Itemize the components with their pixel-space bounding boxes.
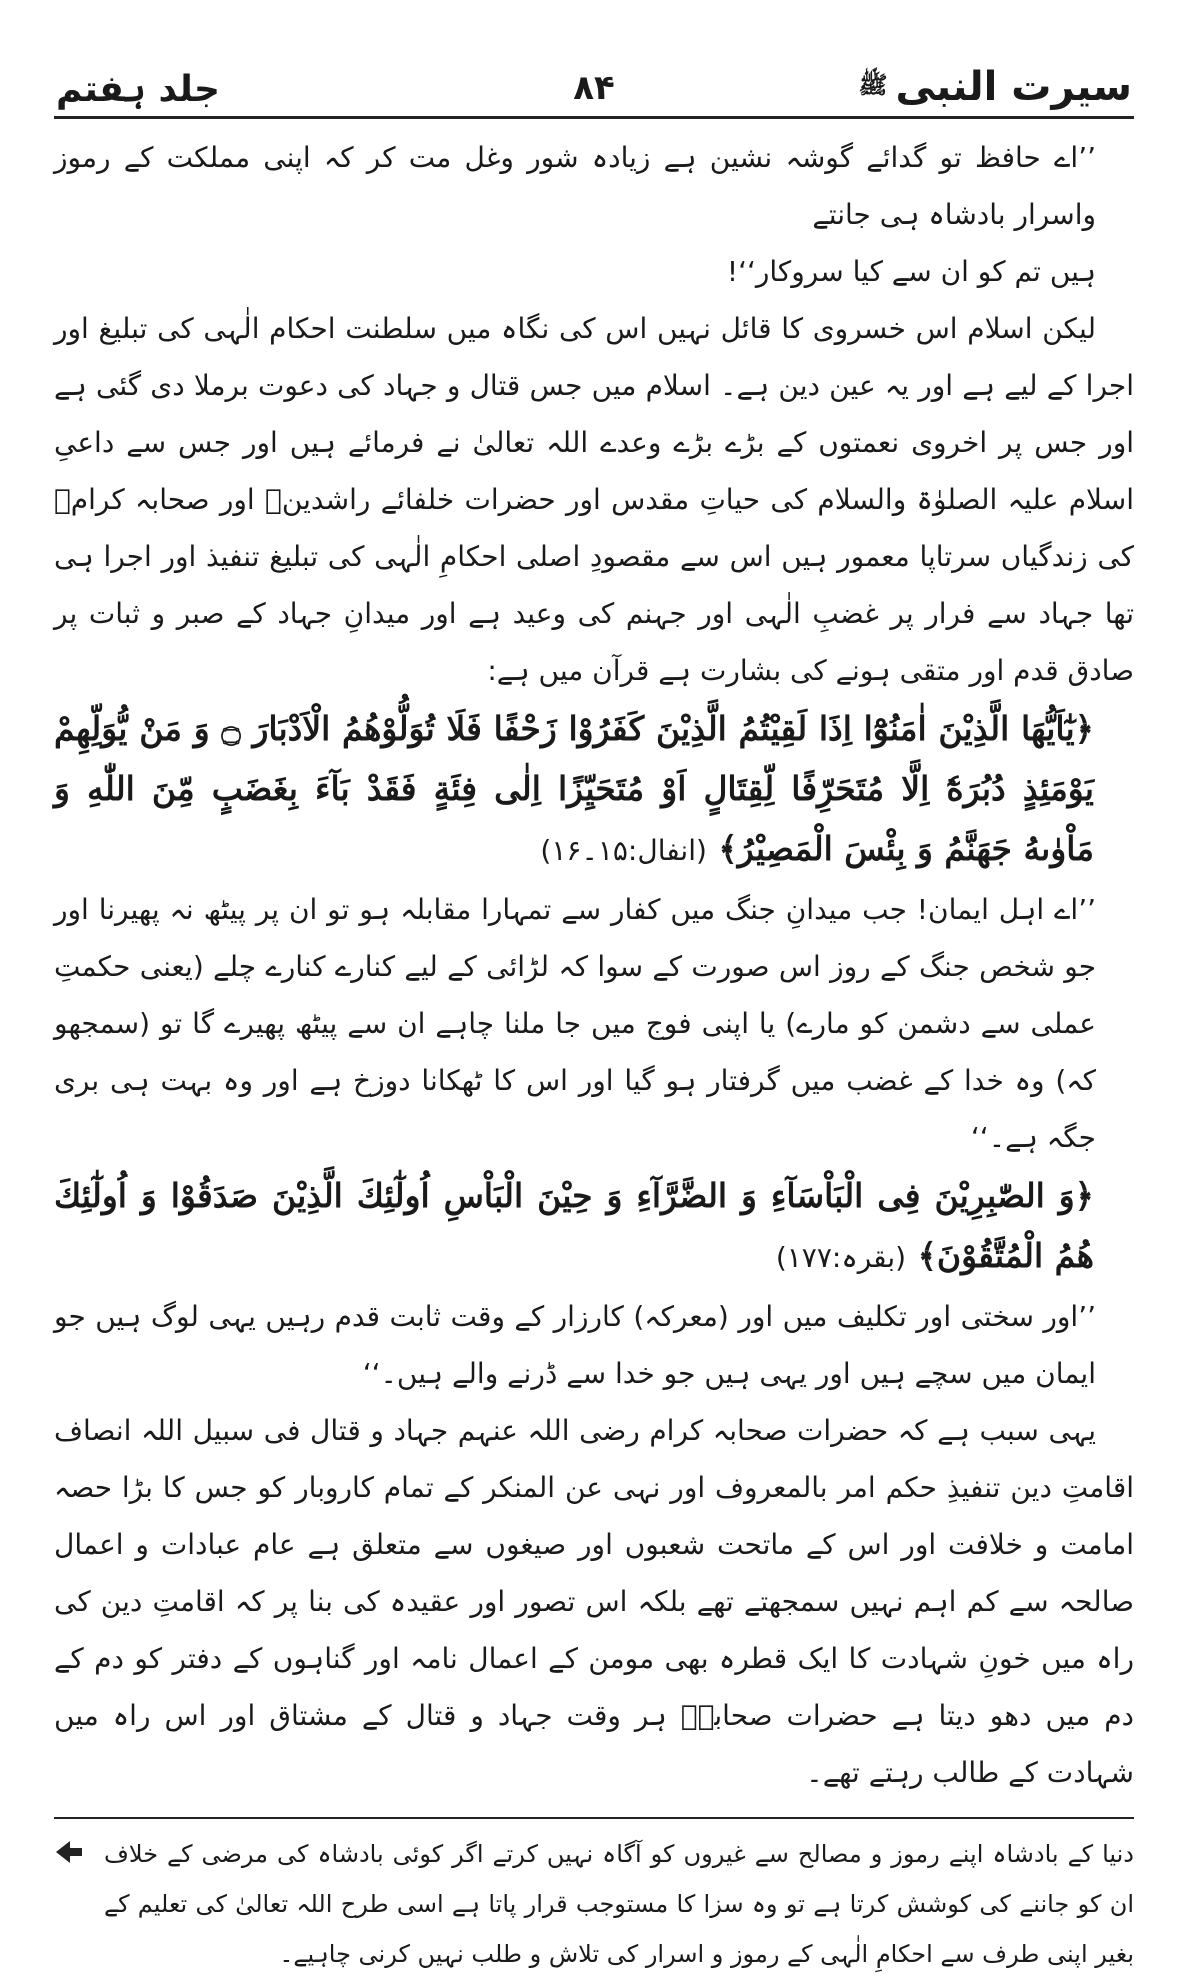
verse-anfal-reference: (انفال:۱۵۔۱۶) (540, 834, 707, 867)
salutation-mark: ﷺ (858, 70, 888, 99)
verse-baqarah-reference: (بقرہ:۱۷۷) (775, 1241, 907, 1274)
paragraph-1: لیکن اسلام اس خسروی کا قائل نہیں اس کی نگاہ میں سلطنت احکام الٰہی کی تبلیغ اور اجرا کے لیے ہے اور یہ عین دین ہے۔ اسلام میں جس قتال و جہاد کی دعوت برملا دی گئی ہے اور جس پر اخروی نعمتوں کے بڑے بڑے وعدے اللہ تعالیٰ نے فرمائے ہیں اور جس سے داعیِ اسلام علیہ الصلوٰۃ والسلام کی حیاتِ مقدس اور حضرات خلفائے راشدینؓ اور صحابہ کرامؓ کی زندگیاں سرتاپا معمور ہیں اس سے مقصودِ اصلی احکامِ الٰہی کی تبلیغ تنفیذ اور اجرا ہی تھا جہاد سے فرار پر غضبِ الٰہی اور جہنم کی وعید ہے اور میدانِ جہاد کے صبر و ثبات پر صادق قدم اور متقی ہونے کی بشارت ہے قرآن میں ہے: (54, 312, 1134, 687)
hafiz-quote-line-1: ’’اے حافظ تو گدائے گوشہ نشین ہے زیادہ شور وغل مت کر کہ اپنی مملکت کے رموز واسرار بادشاہ ہی جانتے (54, 141, 1096, 231)
verse-anfal-text: ﴿يٰٓاَيُّهَا الَّذِيْنَ اٰمَنُوْٓا اِذَا لَقِيْتُمُ الَّذِيْنَ كَفَرُوْا زَحْفًا فَلَا تُوَلُّوْهُمُ الْاَدْبَارَ ۝ وَ مَنْ يُّوَلِّهِمْ يَوْمَئِذٍ دُبُرَهٗٓ اِلَّا مُتَحَرِّفًا لِّقِتَالٍ اَوْ مُتَحَيِّزًا اِلٰى فِئَةٍ فَقَدْ بَآءَ بِغَضَبٍ مِّنَ اللّٰهِ وَ مَاْوٰىهُ جَهَنَّمُ وَ بِئْسَ الْمَصِيْرُ﴾ (54, 709, 1094, 868)
quran-verse-baqarah (54, 1166, 1134, 1288)
book-title (858, 64, 1132, 110)
translation-baqarah: ’’اور سختی اور تکلیف میں اور (معرکہ) کارزار کے وقت ثابت قدم رہیں یہی لوگ ہیں جو ایمان میں سچے ہیں اور یہی ہیں جو خدا سے ڈرنے والے ہیں۔‘‘ (54, 1300, 1096, 1390)
arrow-left-icon (54, 1837, 84, 1867)
main-text (54, 129, 1134, 1801)
hafiz-quote-line-2: ہیں تم کو ان سے کیا سروکار‘‘! (726, 255, 1096, 288)
verse-baqarah-text: ﴿وَ الصّٰبِرِيْنَ فِى الْبَاْسَآءِ وَ الضَّرَّآءِ وَ حِيْنَ الْبَاْسِ اُولٰٓئِكَ الَّذِيْنَ صَدَقُوْا وَ اُولٰٓئِكَ هُمُ الْمُتَّقُوْنَ﴾ (54, 1176, 1094, 1275)
header-rule (54, 116, 1134, 119)
quran-verse-anfal (54, 699, 1134, 881)
page-number: ۸۴ (573, 68, 615, 108)
footnote-rule (54, 1817, 1134, 1819)
book-title-text: سیرت النبی (895, 64, 1132, 110)
volume-label: جلد ہفتم (56, 69, 220, 110)
page-header (54, 40, 1134, 116)
paragraph-2: یہی سبب ہے کہ حضرات صحابہ کرام رضی اللہ عنہم جہاد و قتال فی سبیل اللہ انصاف اقامتِ دین تنفیذِ حکم امر بالمعروف اور نہی عن المنکر کے تمام کاروبار کو جس کا بڑا حصہ امامت و خلافت اور اس کے ماتحت شعبوں اور صیغوں سے متعلق ہے عام عبادات و اعمال صالحہ سے کم اہم نہیں سمجھتے تھے بلکہ اس تصور اور عقیدہ کی بنا پر کہ اقامتِ دین کی راہ میں خونِ شہادت کا ایک قطرہ بھی مومن کے اعمال نامہ اور گناہوں کے دفتر کو دم کے دم میں دھو دیتا ہے حضرات صحابہؓ ہر وقت جہاد و قتال کے مشتاق اور اس راہ میں شہادت کے طالب رہتے تھے۔ (54, 1414, 1134, 1789)
footnote (54, 1829, 1134, 1979)
footnote-text: دنیا کے بادشاہ اپنے رموز و مصالح سے غیروں کو آگاہ نہیں کرتے اگر کوئی بادشاہ کی مرضی کے خلاف ان کو جاننے کی کوشش کرتا ہے تو وہ سزا کا مستوجب قرار پاتا ہے اسی طرح اللہ تعالیٰ کی تعلیم کے بغیر اپنی طرف سے احکامِ الٰہی کے رموز و اسرار کی تلاش و طلب نہیں کرنی چاہیے۔ (104, 1840, 1134, 1968)
translation-anfal: ’’اے اہل ایمان! جب میدانِ جنگ میں کفار سے تمہارا مقابلہ ہو تو ان پر پیٹھ نہ پھیرنا اور جو شخص جنگ کے روز اس صورت کے سوا کہ لڑائی کے لیے کنارے کنارے چلے (یعنی حکمتِ عملی سے دشمن کو مارے) یا اپنی فوج میں جا ملنا چاہے ان سے پیٹھ پھیرے گا تو (سمجھو کہ) وہ خدا کے غضب میں گرفتار ہو گیا اور اس کا ٹھکانا دوزخ ہے اور وہ بہت ہی بری جگہ ہے۔‘‘ (54, 893, 1096, 1154)
